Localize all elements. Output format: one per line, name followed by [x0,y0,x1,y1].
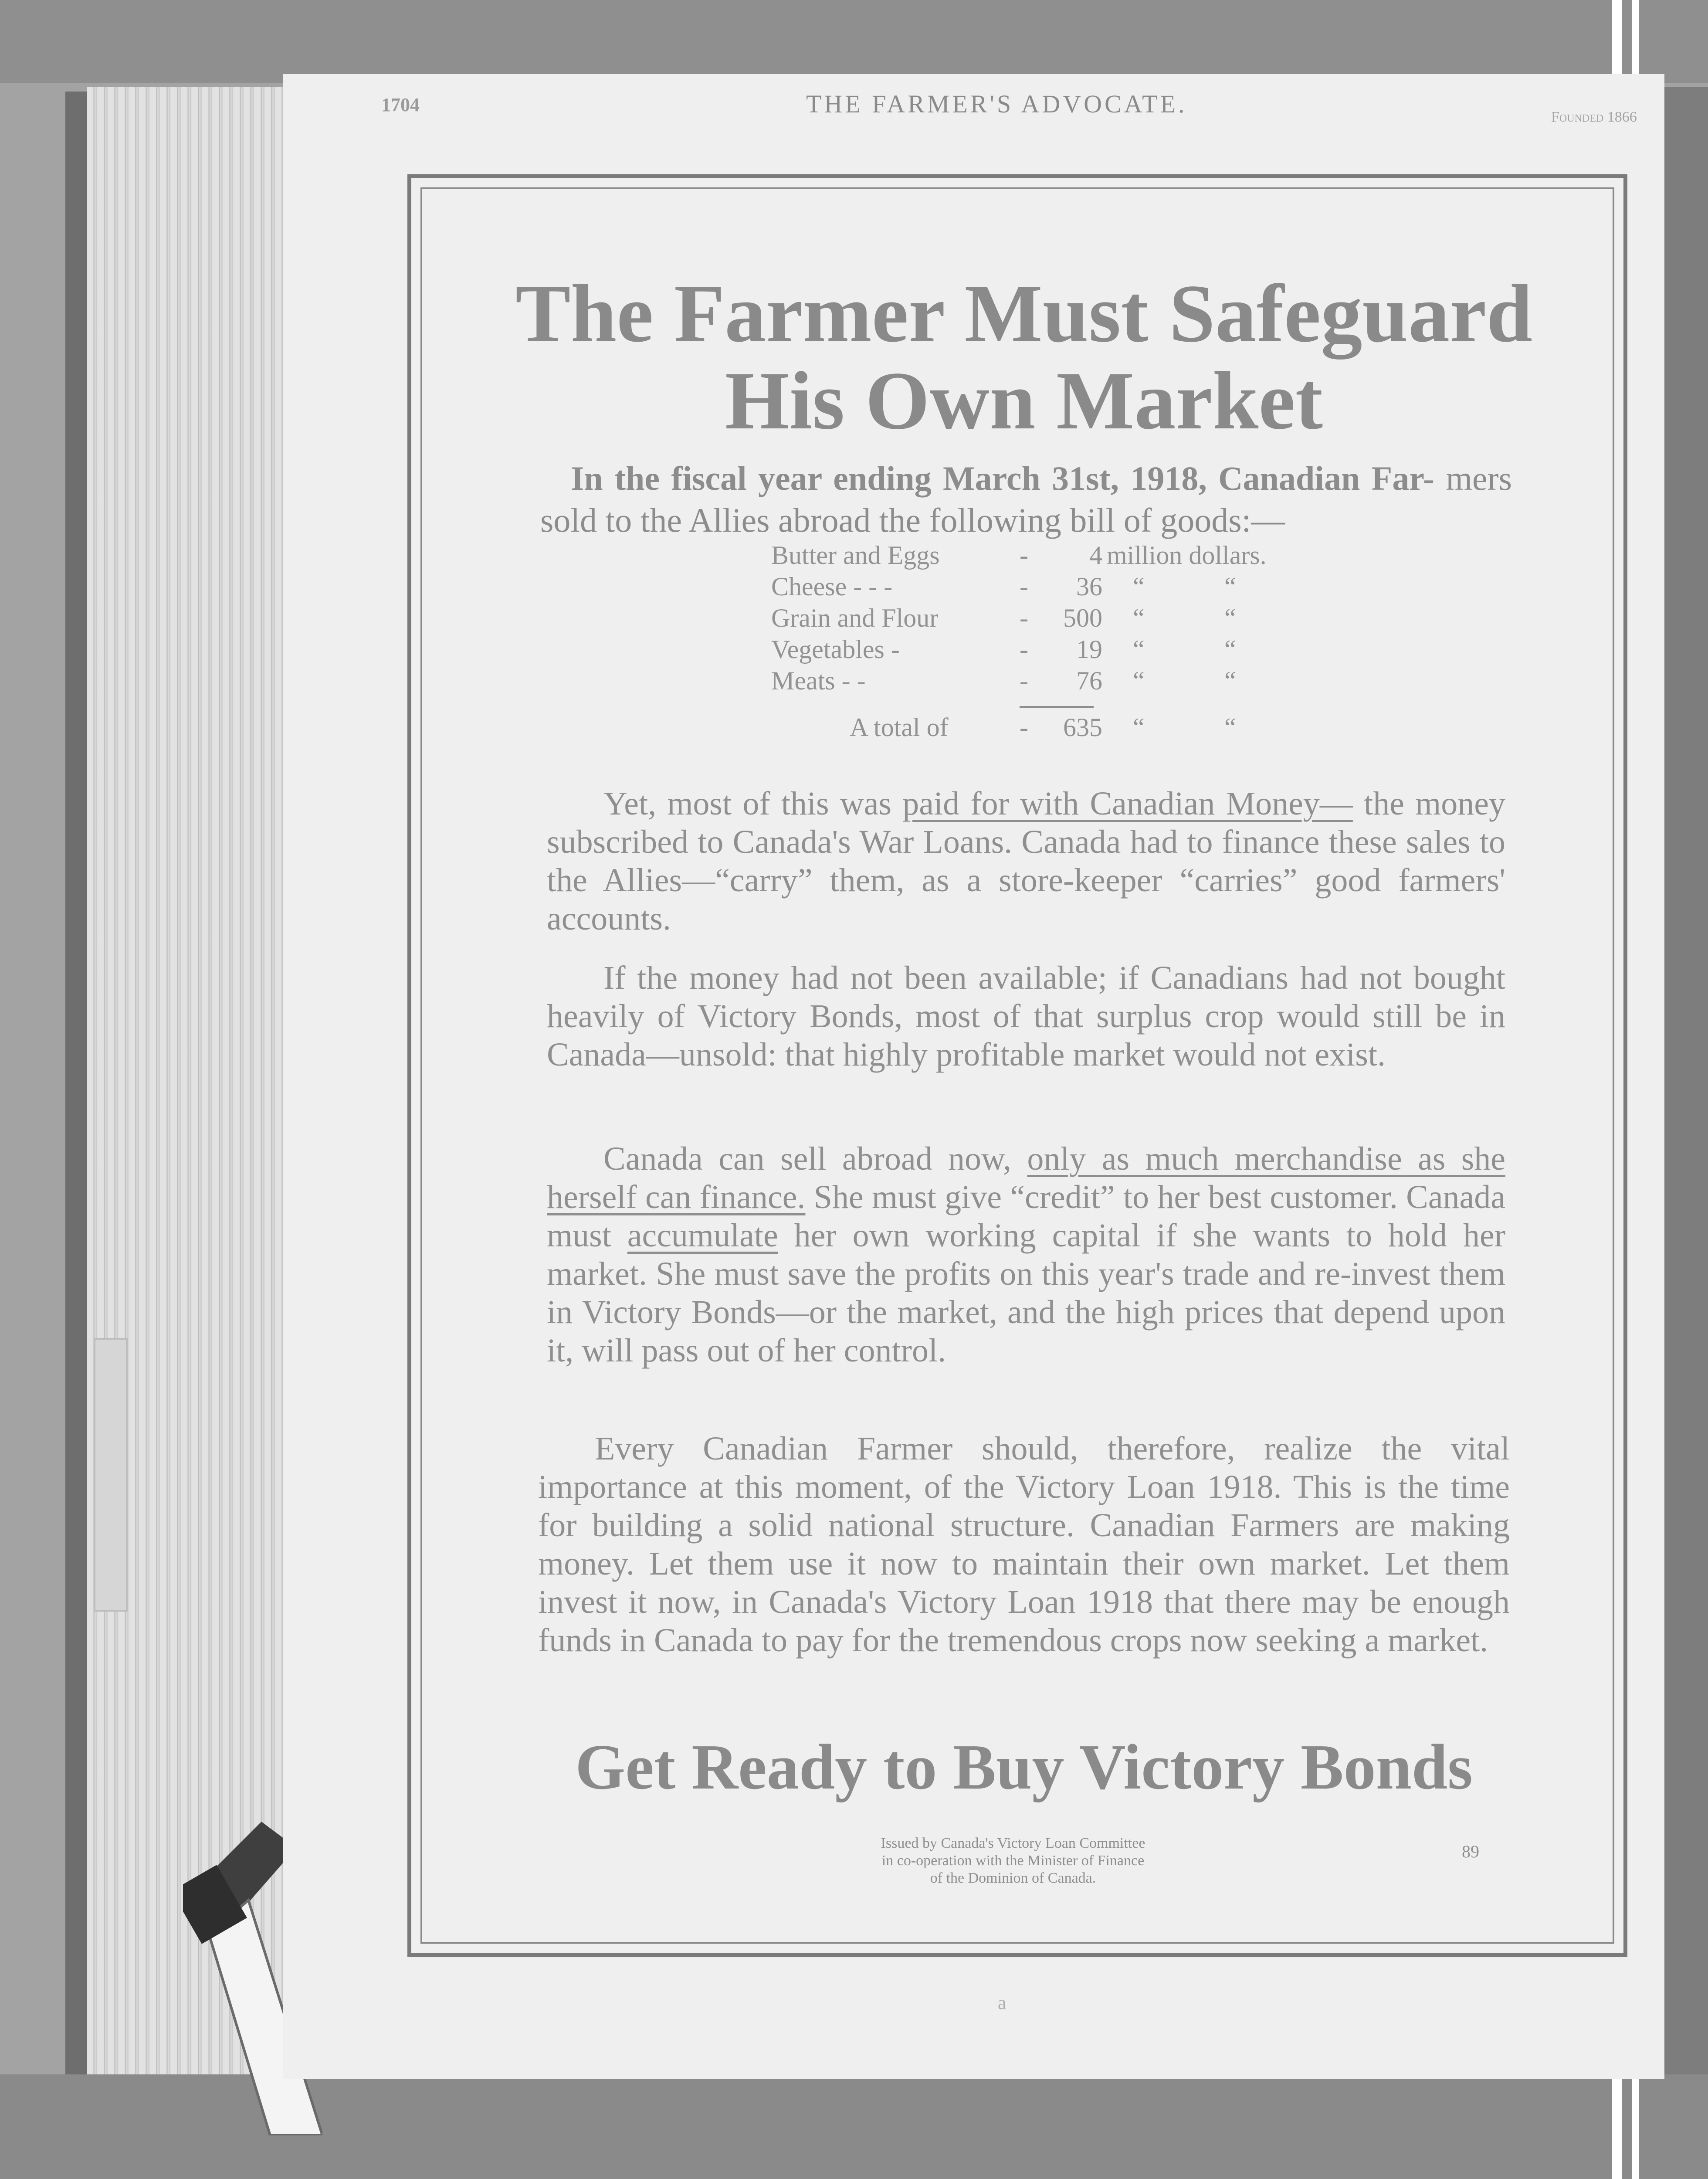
total-dash: - [1020,713,1028,742]
ditto-mark: “ [1133,635,1145,664]
para3-text-c: her own working capital if she wants to hold her market. She must save the profits on this year's trade and re-invest them in Victory Bonds—or the market, and the high prices that depend upon it, will pass out of her control. [547,1217,1506,1369]
book-page-stack [87,87,314,2074]
para3-text-a: Canada can sell abroad now, [603,1140,1027,1177]
headline-line-2: His Own Market [725,355,1323,447]
item-value: 19 [1076,635,1102,664]
ad-number: 89 [1462,1842,1479,1861]
signature-mark: a [998,1992,1006,2013]
ditto-mark: “ [1224,572,1236,601]
call-to-action: Get Ready to Buy Victory Bonds [575,1731,1473,1803]
item-dash: - [1020,604,1028,632]
ditto-mark: “ [1224,666,1236,695]
table-row [771,540,1338,572]
item-dash: - [1020,635,1028,664]
headline-line-1: The Farmer Must Safeguard [515,268,1533,360]
page-number: 1704 [381,94,420,115]
table-total-row [771,713,1338,744]
item-name: Cheese - - - [771,572,893,601]
item-dash: - [1020,541,1028,570]
ditto-mark: “ [1224,635,1236,664]
scanner-top-edge [0,0,1708,83]
para1-text-a: Yet, most of this was [603,785,903,822]
sum-rule [1020,706,1094,708]
intro-lead: In the fiscal year ending March 31st, 1918, Canadian Far- [571,459,1435,497]
issuer-credit [828,1835,1198,1887]
ditto-mark: “ [1133,572,1145,601]
ditto-mark: “ [1224,713,1236,742]
scanner-right-edge [1664,87,1708,2179]
ad-headline [479,270,1569,445]
scanner-light-bar [1632,0,1639,83]
paragraph-finance [547,1140,1505,1370]
ditto-mark: “ [1133,604,1145,632]
scanner-light-bar [1632,2079,1639,2179]
para3-underlined-1: only as much merchandise as she herself can finance. [547,1140,1505,1215]
para1-text-b: the money subscribed to Canada's War Loans. Canada had to finance these sales to the Allies—“carry” them, as a store-keeper “carries” good farmers' accounts. [547,785,1505,937]
scanner-light-bar [1612,0,1622,83]
item-name: Vegetables - [771,635,900,664]
paragraph-money [547,784,1505,938]
total-value: 635 [1063,713,1102,742]
issuer-line-1: Issued by Canada's Victory Loan Committee [881,1835,1145,1851]
item-value: 76 [1076,666,1102,695]
intro-paragraph [540,458,1512,541]
issuer-line-3: of the Dominion of Canada. [930,1870,1096,1886]
scanner-light-bar [1612,2079,1622,2179]
ditto-mark: “ [1133,666,1145,695]
table-row [771,603,1338,635]
intro-rest: mers sold to the Allies abroad the following bill of goods:— [540,459,1512,539]
total-label: A total of [850,713,949,742]
item-name: Grain and Flour [771,604,939,632]
paragraph-every-farmer: Every Canadian Farmer should, therefore, realize the vital importance at this moment, of the Victory Loan 1918. This is the time for building a solid national structure. Canadian Farmers are making money. Let them use it now to maintain their own market. Let them invest it now, in Canada's Victory Loan 1918 that there may be enough funds in Canada to pay for the tremendous crops now seeking a market. [538,1430,1510,1659]
page-tab-marker [94,1338,128,1612]
issuer-line-2: in co-operation with the Minister of Finance [881,1853,1145,1869]
item-value: 36 [1076,572,1102,601]
table-row [771,572,1338,603]
table-row [771,666,1338,697]
para3-text-b: She must give “credit” to her best customer. Canada must [547,1179,1505,1254]
paragraph-victory-bonds: If the money had not been available; if Canadians had not bought heavily of Victory Bonds, most of that surplus crop would still be in Canada—unsold: that highly profitable market would not exist. [547,960,1505,1073]
item-dash: - [1020,572,1028,601]
item-name: Butter and Eggs [771,541,940,570]
ditto-mark: “ [1224,604,1236,632]
item-value: 4 [1089,541,1102,570]
item-dash: - [1020,666,1028,695]
item-value: 500 [1063,604,1102,632]
para3-underlined-2: accumulate [627,1217,778,1254]
item-unit: million dollars. [1107,541,1267,570]
founded-note: Founded 1866 [1551,109,1637,125]
table-row [771,635,1338,666]
publication-title: THE FARMER'S ADVOCATE. [806,90,1187,118]
item-name: Meats - - [771,666,866,695]
para1-underlined: paid for with Canadian Money— [902,785,1353,822]
ditto-mark: “ [1133,713,1145,742]
